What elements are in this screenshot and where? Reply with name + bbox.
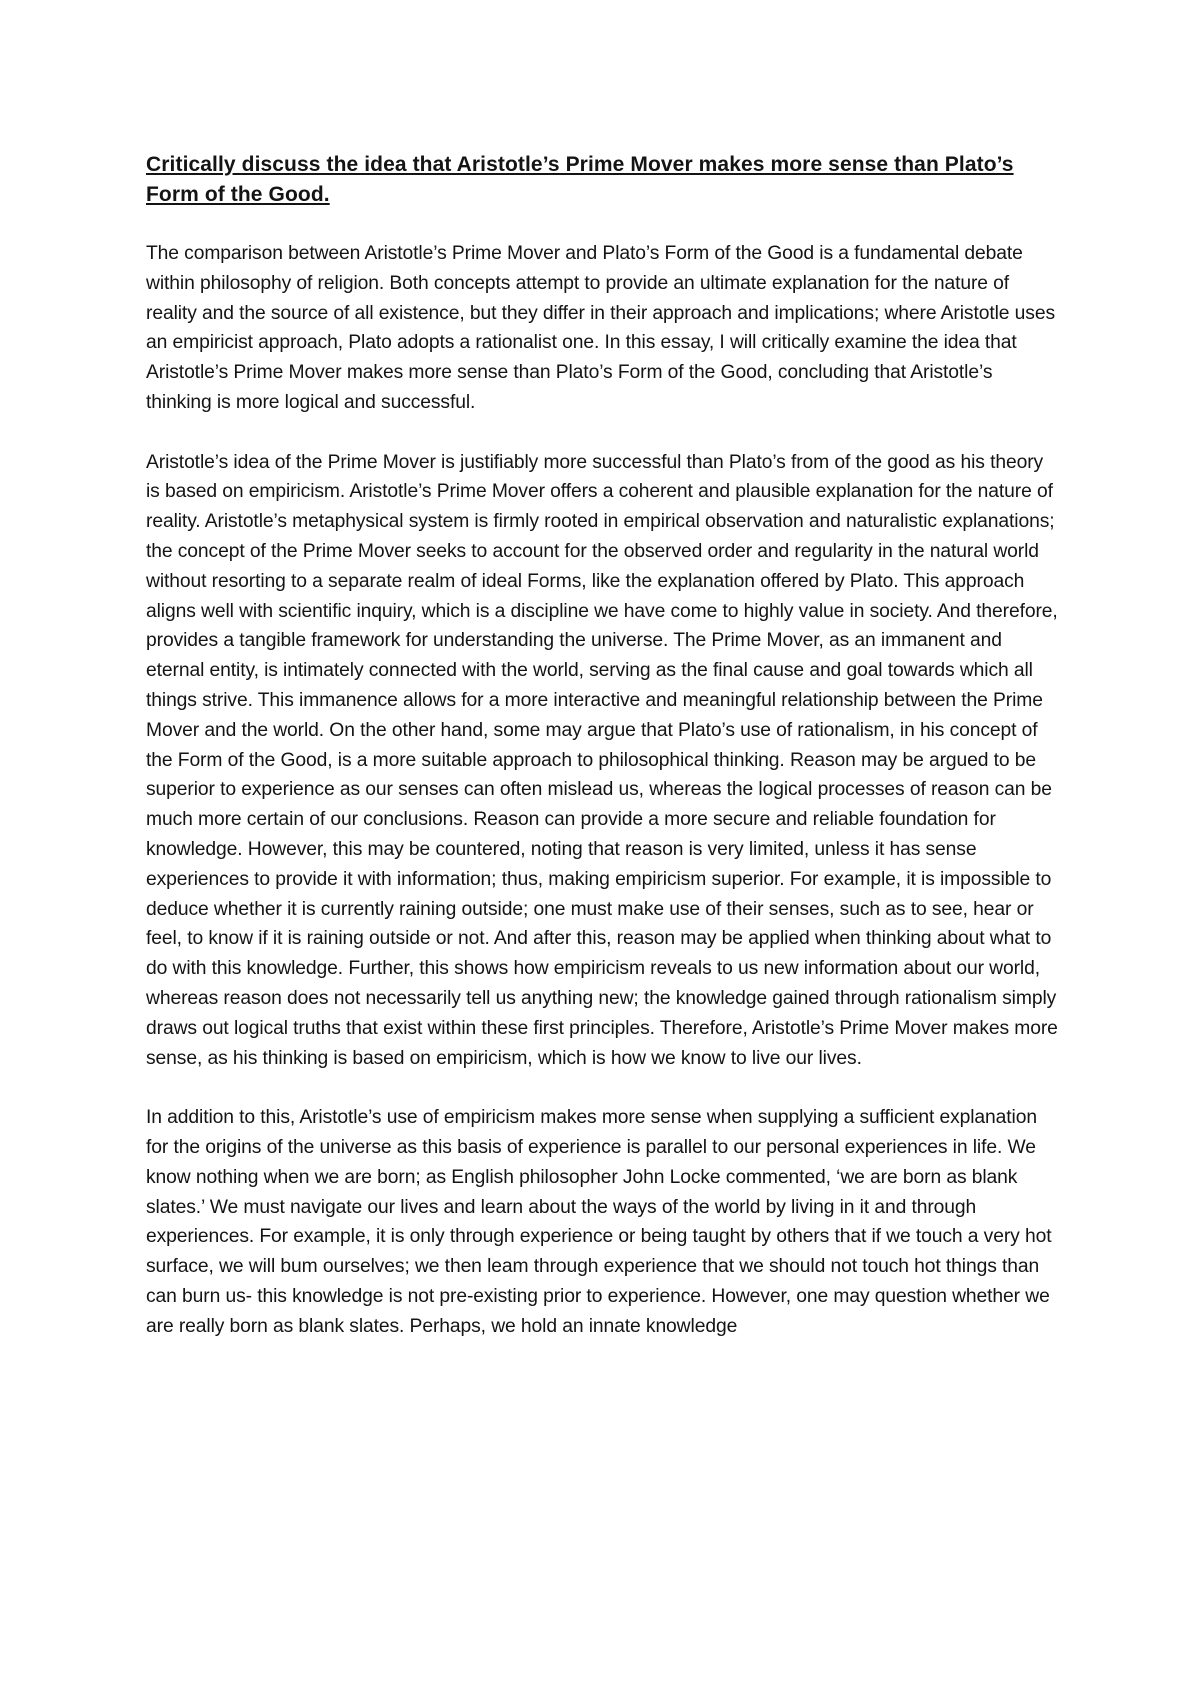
document-body bbox=[146, 150, 1061, 1371]
paragraph-blank-slates: In addition to this, Aristotle’s use of empiricism makes more sense when supplying a sufficient explanation for the origins of the universe as this basis of experience is parallel to our personal experiences in life. We know nothing when we are born; as English philosopher John Locke commented, ‘we are born as blank slates.’ We must navigate our lives and learn about the ways of the world by living in it and through experiences. For example, it is only through experience or being taught by others that if we touch a very hot surface, we will bum ourselves; we then leam through experience that we should not touch hot things than can burn us- this knowledge is not pre-existing prior to experience. However, one may question whether we are really born as blank slates. Perhaps, we hold an innate knowledge bbox=[146, 1107, 1052, 1337]
paragraph-empiricism-argument: Aristotle’s idea of the Prime Mover is justifiably more successful than Plato’s from of the good as his theory is based on empiricism. Aristotle’s Prime Mover offers a coherent and plausible explanation for the nature of reality. Aristotle’s metaphysical system is firmly rooted in empirical observation and naturalistic explanations; the concept of the Prime Mover seeks to account for the observed order and regularity in the natural world without resorting to a separate realm of ideal Forms, like the explanation offered by Plato. This approach aligns well with scientific inquiry, which is a discipline we have come to highly value in society. And therefore, provides a tangible framework for understanding the universe. The Prime Mover, as an immanent and eternal entity, is intimately connected with the world, serving as the final cause and goal towards which all things strive. This immanence allows for a more interactive and meaningful relationship between the Prime Mover and the world. On the other hand, some may argue that Plato’s use of rationalism, in his concept of the Form of the Good, is a more suitable approach to philosophical thinking. Reason may be argued to be superior to experience as our senses can often mislead us, whereas the logical processes of reason can be much more certain of our conclusions. Reason can provide a more secure and reliable foundation for knowledge. However, this may be countered, noting that reason is very limited, unless it has sense experiences to provide it with information; thus, making empiricism superior. For example, it is impossible to deduce whether it is currently raining outside; one must make use of their senses, such as to see, hear or feel, to know if it is raining outside or not. And after this, reason may be applied when thinking about what to do with this knowledge. Further, this shows how empiricism reveals to us new information about our world, whereas reason does not necessarily tell us anything new; the knowledge gained through rationalism simply draws out logical truths that exist within these first principles. Therefore, Aristotle’s Prime Mover makes more sense, as his thinking is based on empiricism, which is how we know to live our lives. bbox=[146, 451, 1058, 1069]
essay-title: Critically discuss the idea that Aristotle’s Prime Mover makes more sense than Plato’s Form of the Good. bbox=[146, 153, 1014, 206]
paragraph-introduction: The comparison between Aristotle’s Prime Mover and Plato’s Form of the Good is a fundamental debate within philosophy of religion. Both concepts attempt to provide an ultimate explanation for the nature of reality and the source of all existence, but they differ in their approach and implications; where Aristotle uses an empiricist approach, Plato adopts a rationalist one. In this essay, I will critically examine the idea that Aristotle’s Prime Mover makes more sense than Plato’s Form of the Good, concluding that Aristotle’s thinking is more logical and successful. bbox=[146, 243, 1055, 413]
